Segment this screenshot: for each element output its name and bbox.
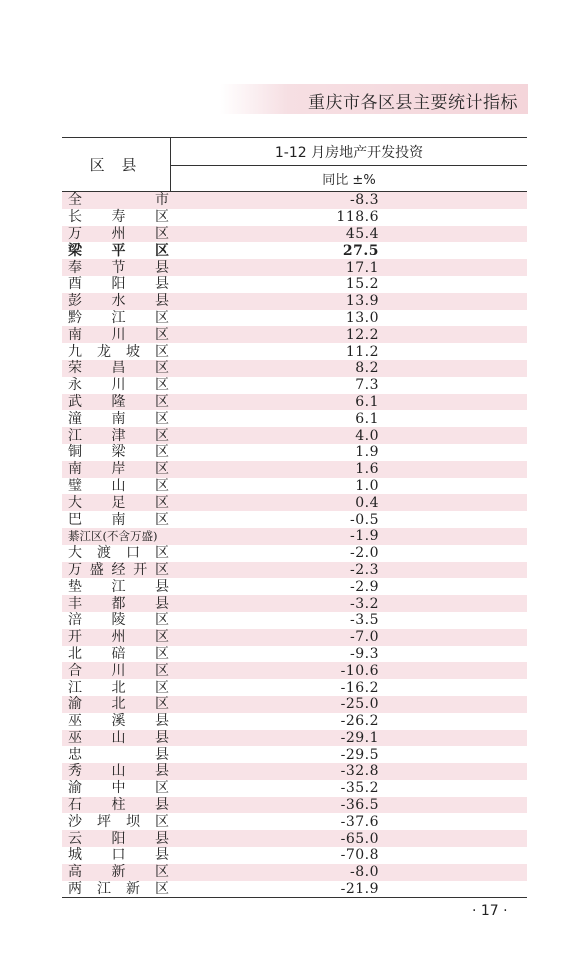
stats-table — [62, 137, 527, 898]
yoy-value: 6.1 — [355, 410, 379, 427]
table-row — [62, 847, 527, 864]
yoy-value: -35.2 — [340, 780, 379, 797]
yoy-value: -37.6 — [340, 813, 379, 830]
yoy-value: 11.2 — [345, 343, 379, 360]
table-row — [62, 545, 527, 562]
region-char: 川 — [111, 377, 126, 394]
region-char: 岸 — [111, 461, 126, 478]
table-row — [62, 360, 527, 377]
yoy-value: 4.0 — [355, 427, 379, 444]
region-char: 区 — [155, 662, 169, 679]
region-char: 县 — [155, 763, 169, 780]
yoy-value: 6.1 — [355, 393, 379, 410]
region-name — [68, 377, 169, 393]
region-name — [68, 310, 169, 326]
table-row — [62, 478, 527, 495]
region-char: 坝 — [126, 813, 140, 830]
region-char: 巫 — [68, 729, 82, 746]
yoy-value: -65.0 — [340, 830, 379, 847]
region-char: 山 — [111, 729, 126, 746]
region-char: 彭 — [68, 293, 82, 310]
table-row — [62, 713, 527, 730]
yoy-value: -29.5 — [340, 746, 379, 763]
region-char: 区 — [155, 242, 169, 259]
region-char: 区 — [155, 545, 169, 562]
yoy-value: -1.9 — [350, 528, 379, 545]
region-char: 忠 — [68, 746, 82, 763]
region-char: 川 — [111, 662, 126, 679]
table-row — [62, 276, 527, 293]
yoy-value: -2.0 — [350, 545, 379, 562]
region-char: 武 — [68, 393, 82, 410]
yoy-value: 1.9 — [355, 444, 379, 461]
table-row — [62, 763, 527, 780]
region-name — [68, 847, 169, 863]
region-name — [68, 512, 169, 528]
region-char: 平 — [111, 242, 126, 259]
table-row — [62, 226, 527, 243]
yoy-value: 27.5 — [342, 242, 379, 259]
table-row — [62, 444, 527, 461]
yoy-value: -3.2 — [350, 595, 379, 612]
region-name — [68, 293, 169, 309]
region-char: 县 — [155, 578, 169, 595]
region-char: 江 — [97, 881, 111, 898]
region-char: 区 — [155, 427, 169, 444]
region-char: 市 — [155, 192, 169, 209]
region-char: 山 — [111, 763, 126, 780]
table-row — [62, 410, 527, 427]
yoy-value: -3.5 — [350, 612, 379, 629]
region-char: 巴 — [68, 511, 82, 528]
region-name — [68, 226, 169, 242]
region-char: 寿 — [111, 209, 126, 226]
region-name — [68, 394, 169, 410]
yoy-value: -9.3 — [350, 645, 379, 662]
region-char: 碚 — [111, 645, 126, 662]
region-char: 区 — [155, 813, 169, 830]
region-name — [68, 444, 169, 460]
yoy-value: -21.9 — [340, 881, 379, 898]
region-char: 区 — [155, 881, 169, 898]
table-row — [62, 881, 527, 898]
region-char: 新 — [126, 881, 140, 898]
table-row — [62, 461, 527, 478]
region-name — [68, 713, 169, 729]
table-row — [62, 394, 527, 411]
region-name — [68, 747, 169, 763]
region-char: 区 — [155, 326, 169, 343]
table-row — [62, 830, 527, 847]
region-name — [68, 192, 169, 208]
yoy-value: 13.0 — [345, 309, 379, 326]
region-char: 巫 — [68, 713, 82, 730]
region-char: 合 — [68, 662, 82, 679]
yoy-value: 8.2 — [355, 360, 379, 377]
table-row — [62, 427, 527, 444]
yoy-value: -2.9 — [350, 578, 379, 595]
yoy-value: 15.2 — [345, 276, 379, 293]
region-char: 全 — [68, 192, 82, 209]
region-name — [68, 612, 169, 628]
region-char: 县 — [155, 713, 169, 730]
table-row — [62, 259, 527, 276]
yoy-value: 0.4 — [355, 494, 379, 511]
region-char: 云 — [68, 830, 82, 847]
region-char: 酉 — [68, 276, 82, 293]
region-char: 奉 — [68, 259, 82, 276]
region-char: 北 — [68, 645, 82, 662]
region-name — [68, 579, 169, 595]
yoy-value: 7.3 — [355, 377, 379, 394]
region-char: 长 — [68, 209, 82, 226]
region-char: 县 — [155, 259, 169, 276]
region-char: 区 — [155, 629, 169, 646]
table-row — [62, 343, 527, 360]
region-char: 隆 — [111, 393, 126, 410]
region-char: 江 — [111, 578, 126, 595]
yoy-value: -0.5 — [350, 511, 379, 528]
region-name — [68, 545, 169, 561]
yoy-value: 17.1 — [345, 259, 379, 276]
yoy-value: 45.4 — [345, 225, 379, 242]
region-name — [68, 411, 169, 427]
table-row — [62, 578, 527, 595]
region-name — [68, 495, 169, 511]
table-row — [62, 242, 527, 259]
region-char: 区 — [155, 360, 169, 377]
yoy-value: -36.5 — [340, 797, 379, 814]
region-char: 大 — [68, 545, 82, 562]
region-char: 秀 — [68, 763, 82, 780]
table-row — [62, 494, 527, 511]
region-char: 区 — [155, 309, 169, 326]
region-char: 万 — [68, 561, 82, 578]
region-char: 县 — [155, 830, 169, 847]
region-char: 昌 — [111, 360, 126, 377]
table-row — [62, 192, 527, 209]
region-char: 都 — [111, 595, 126, 612]
region-char: 州 — [111, 225, 126, 242]
region-char: 开 — [68, 629, 82, 646]
yoy-value: -29.1 — [340, 729, 379, 746]
region-name — [68, 831, 169, 847]
region-char: 口 — [111, 847, 126, 864]
region-char: 大 — [68, 494, 82, 511]
region-char: 区 — [155, 494, 169, 511]
yoy-value: -32.8 — [340, 763, 379, 780]
yoy-value: -16.2 — [340, 679, 379, 696]
region-name — [68, 730, 169, 746]
region-name — [68, 276, 169, 292]
yoy-value: -25.0 — [340, 696, 379, 713]
region-name — [68, 646, 169, 662]
table-body — [62, 192, 527, 898]
region-char: 中 — [111, 780, 126, 797]
region-char: 区 — [155, 780, 169, 797]
region-name — [68, 696, 169, 712]
region-char: 阳 — [111, 830, 126, 847]
region-char: 北 — [111, 679, 126, 696]
region-char: 荣 — [68, 360, 82, 377]
region-char: 垫 — [68, 578, 82, 595]
region-name — [68, 461, 169, 477]
region-char: 阳 — [111, 276, 126, 293]
yoy-value: -26.2 — [340, 713, 379, 730]
region-char: 县 — [155, 847, 169, 864]
region-char: 山 — [111, 477, 126, 494]
table-row — [62, 326, 527, 343]
title-banner — [220, 84, 528, 114]
region-name — [68, 663, 169, 679]
region-char: 水 — [111, 293, 126, 310]
table-row — [62, 813, 527, 830]
region-char: 九 — [68, 343, 82, 360]
region-char: 南 — [68, 461, 82, 478]
region-char: 高 — [68, 864, 82, 881]
yoy-value: 12.2 — [345, 326, 379, 343]
table-row — [62, 528, 527, 545]
page-title: 重庆市各区县主要统计指标 — [308, 93, 518, 113]
region-char: 沙 — [68, 813, 82, 830]
region-char: 县 — [155, 746, 169, 763]
region-name — [68, 797, 169, 813]
region-name — [68, 344, 169, 360]
region-char: 县 — [155, 595, 169, 612]
region-char: 新 — [111, 864, 126, 881]
region-char: 区 — [155, 343, 169, 360]
region-char: 区 — [155, 461, 169, 478]
region-char: 璧 — [68, 477, 82, 494]
region-name — [68, 763, 169, 779]
table-row — [62, 595, 527, 612]
region-char: 区 — [155, 225, 169, 242]
region-name: 綦江区(不含万盛) — [68, 529, 158, 544]
yoy-value: 13.9 — [345, 293, 379, 310]
region-char: 川 — [111, 326, 126, 343]
column-header-indicator: 1-12 月房地产开发投资 — [171, 138, 527, 166]
region-char: 口 — [126, 545, 140, 562]
region-char: 坪 — [97, 813, 111, 830]
region-char: 县 — [155, 797, 169, 814]
region-char: 两 — [68, 881, 82, 898]
table-row — [62, 646, 527, 663]
region-char: 渡 — [97, 545, 111, 562]
region-char: 区 — [155, 410, 169, 427]
region-char: 坡 — [126, 343, 140, 360]
table-row — [62, 562, 527, 579]
region-char: 盛 — [89, 561, 104, 578]
region-char: 区 — [155, 612, 169, 629]
yoy-value: -7.0 — [350, 629, 379, 646]
region-char: 州 — [111, 629, 126, 646]
region-char: 区 — [155, 444, 169, 461]
column-header-region: 区 县 — [62, 138, 171, 191]
page-number: · 17 · — [472, 903, 508, 919]
region-char: 区 — [155, 645, 169, 662]
region-char: 区 — [155, 377, 169, 394]
region-char: 江 — [111, 309, 126, 326]
table-header — [62, 137, 527, 192]
region-char: 城 — [68, 847, 82, 864]
table-row — [62, 612, 527, 629]
region-name — [68, 780, 169, 796]
region-char: 永 — [68, 377, 82, 394]
yoy-value: -2.3 — [350, 561, 379, 578]
region-char: 区 — [155, 511, 169, 528]
table-row — [62, 780, 527, 797]
region-char: 渝 — [68, 780, 82, 797]
region-name — [68, 260, 169, 276]
yoy-value: 118.6 — [336, 209, 379, 226]
region-name — [68, 680, 169, 696]
yoy-value: -8.0 — [350, 864, 379, 881]
yoy-value: -10.6 — [340, 662, 379, 679]
region-char: 开 — [133, 561, 148, 578]
table-row — [62, 730, 527, 747]
region-char: 南 — [111, 511, 126, 528]
region-char: 区 — [155, 209, 169, 226]
region-char: 县 — [155, 276, 169, 293]
region-char: 黔 — [68, 309, 82, 326]
region-name — [68, 428, 169, 444]
region-char: 县 — [155, 729, 169, 746]
region-char: 经 — [111, 561, 126, 578]
region-char: 铜 — [68, 444, 82, 461]
region-char: 津 — [111, 427, 126, 444]
region-char: 南 — [68, 326, 82, 343]
region-char: 柱 — [111, 797, 126, 814]
table-row — [62, 209, 527, 226]
region-char: 县 — [155, 293, 169, 310]
region-char: 涪 — [68, 612, 82, 629]
region-char: 区 — [155, 679, 169, 696]
region-char: 潼 — [68, 410, 82, 427]
table-row — [62, 679, 527, 696]
region-char: 区 — [155, 561, 169, 578]
table-row — [62, 310, 527, 327]
region-char: 丰 — [68, 595, 82, 612]
region-name — [68, 360, 169, 376]
table-row — [62, 511, 527, 528]
yoy-value: -70.8 — [340, 847, 379, 864]
region-char: 区 — [155, 864, 169, 881]
region-name — [68, 209, 169, 225]
region-name — [68, 327, 169, 343]
region-char: 北 — [111, 696, 126, 713]
region-char: 梁 — [68, 242, 82, 259]
region-char: 梁 — [111, 444, 126, 461]
yoy-value: 1.6 — [355, 461, 379, 478]
region-name — [68, 864, 169, 880]
region-char: 节 — [111, 259, 126, 276]
region-char: 江 — [68, 427, 82, 444]
table-row — [62, 293, 527, 310]
region-char: 万 — [68, 225, 82, 242]
region-char: 足 — [111, 494, 126, 511]
region-char: 溪 — [111, 713, 126, 730]
region-name — [68, 478, 169, 494]
region-char: 区 — [155, 696, 169, 713]
region-char: 南 — [111, 410, 126, 427]
region-char: 石 — [68, 797, 82, 814]
region-name — [68, 243, 169, 259]
region-char: 陵 — [111, 612, 126, 629]
region-char: 区 — [155, 393, 169, 410]
region-char: 区 — [155, 477, 169, 494]
region-name — [68, 562, 169, 578]
table-row — [62, 746, 527, 763]
table-row — [62, 864, 527, 881]
table-row — [62, 696, 527, 713]
yoy-value: -8.3 — [350, 192, 379, 209]
region-char: 龙 — [97, 343, 111, 360]
region-char: 江 — [68, 679, 82, 696]
table-row — [62, 662, 527, 679]
column-subheader-yoy: 同比 ±% — [322, 173, 376, 188]
region-name — [68, 596, 169, 612]
region-name — [68, 881, 169, 897]
table-row — [62, 797, 527, 814]
region-name — [68, 814, 169, 830]
table-row — [62, 629, 527, 646]
region-char: 渝 — [68, 696, 82, 713]
yoy-value: 1.0 — [355, 477, 379, 494]
table-row — [62, 377, 527, 394]
region-name — [68, 629, 169, 645]
